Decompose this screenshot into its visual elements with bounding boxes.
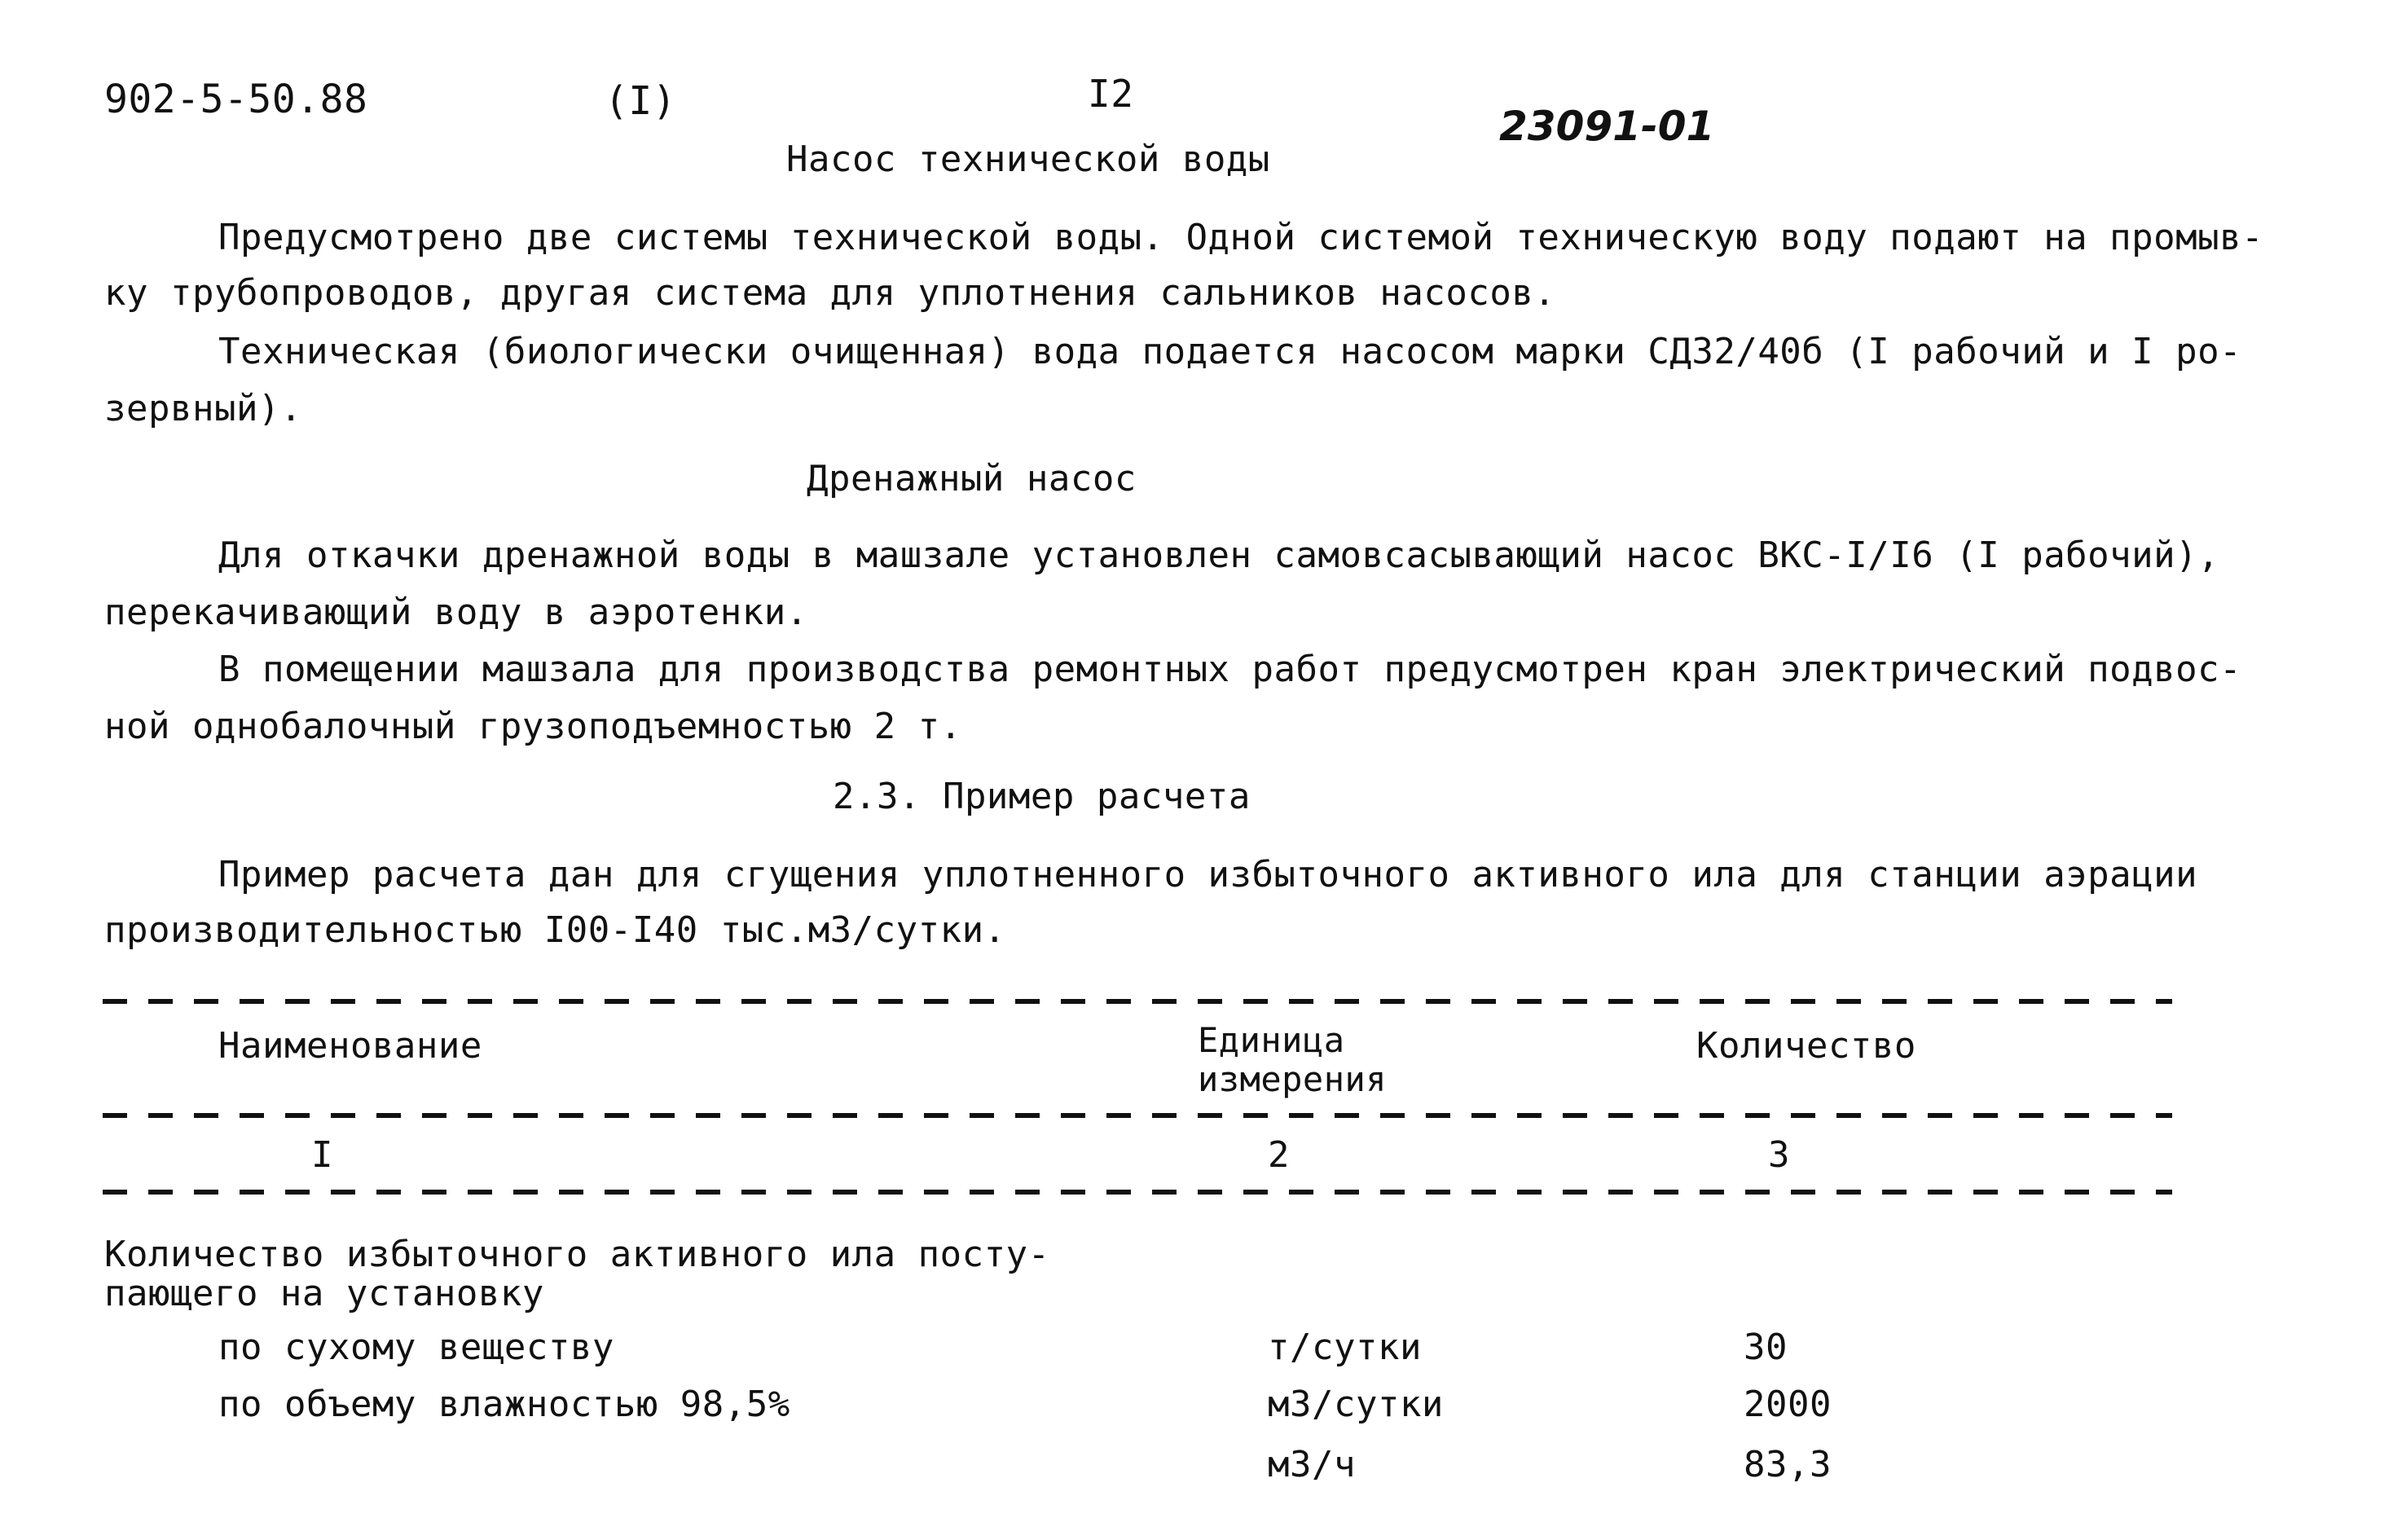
table-group-title-line2: пающего на установку (104, 1273, 544, 1314)
paragraph-line: Пример расчета дан для сгущения уплотненного избыточного активного ила для станции аэрации (218, 854, 2198, 895)
table-row-name: по объему влажностью 98,5% (218, 1384, 790, 1425)
table-row-unit: м3/ч (1268, 1444, 1356, 1485)
section-title-example: 2.3. Пример расчета (833, 776, 1251, 817)
table-row-unit: т/сутки (1268, 1327, 1422, 1368)
table-row-value: 2000 (1744, 1384, 1832, 1425)
paragraph-line: ной однобалочный грузоподъемностью 2 т. (104, 706, 962, 747)
paragraph-line: ку трубопроводов, другая система для уплотнения сальников насосов. (104, 272, 1556, 314)
table-row-value: 83,3 (1744, 1444, 1832, 1485)
page-number: I2 (1088, 72, 1134, 116)
table-row-value: 30 (1744, 1327, 1788, 1368)
document-code: 902-5-50.88 (104, 77, 368, 122)
table-row-unit: м3/сутки (1268, 1384, 1444, 1425)
table-header-unit-line1: Единица (1198, 1020, 1345, 1060)
handwritten-stamp-number: 23091-01 (1499, 103, 1715, 150)
table-header-rule (103, 1113, 2172, 1118)
table-header-name: Наименование (218, 1025, 482, 1067)
volume-label: (I) (605, 78, 677, 124)
table-header-quantity: Количество (1696, 1025, 1916, 1067)
table-column-number: 2 (1268, 1134, 1290, 1176)
table-top-rule (103, 999, 2172, 1004)
section-title-tech-water: Насос технической воды (786, 139, 1270, 180)
section-title-drain-pump: Дренажный насос (807, 458, 1137, 499)
paragraph-line: Предусмотрено две системы технической воды. Одной системой техническую воду подают на промыв- (218, 217, 2264, 258)
paragraph-line: Техническая (биологически очищенная) вода подается насосом марки СД32/40б (I рабочий и I ро- (218, 331, 2242, 372)
table-group-title-line1: Количество избыточного активного ила посту- (104, 1234, 1050, 1275)
table-numbers-rule (103, 1190, 2172, 1195)
paragraph-line: перекачивающий воду в аэротенки. (104, 592, 808, 633)
table-header-unit-line2: измерения (1198, 1059, 1388, 1099)
paragraph-line: В помещении машзала для производства ремонтных работ предусмотрен кран электрический подвос- (218, 649, 2242, 690)
table-row-name: по сухому веществу (218, 1327, 614, 1368)
paragraph-line: Для откачки дренажной воды в машзале установлен самовсасывающий насос ВКС-I/I6 (I рабочий), (218, 535, 2220, 576)
paragraph-line: производительностью I00-I40 тыс.м3/сутки. (104, 909, 1006, 951)
table-column-number: 3 (1768, 1134, 1790, 1176)
table-column-number: I (311, 1134, 333, 1176)
paragraph-line: зервный). (104, 388, 302, 429)
